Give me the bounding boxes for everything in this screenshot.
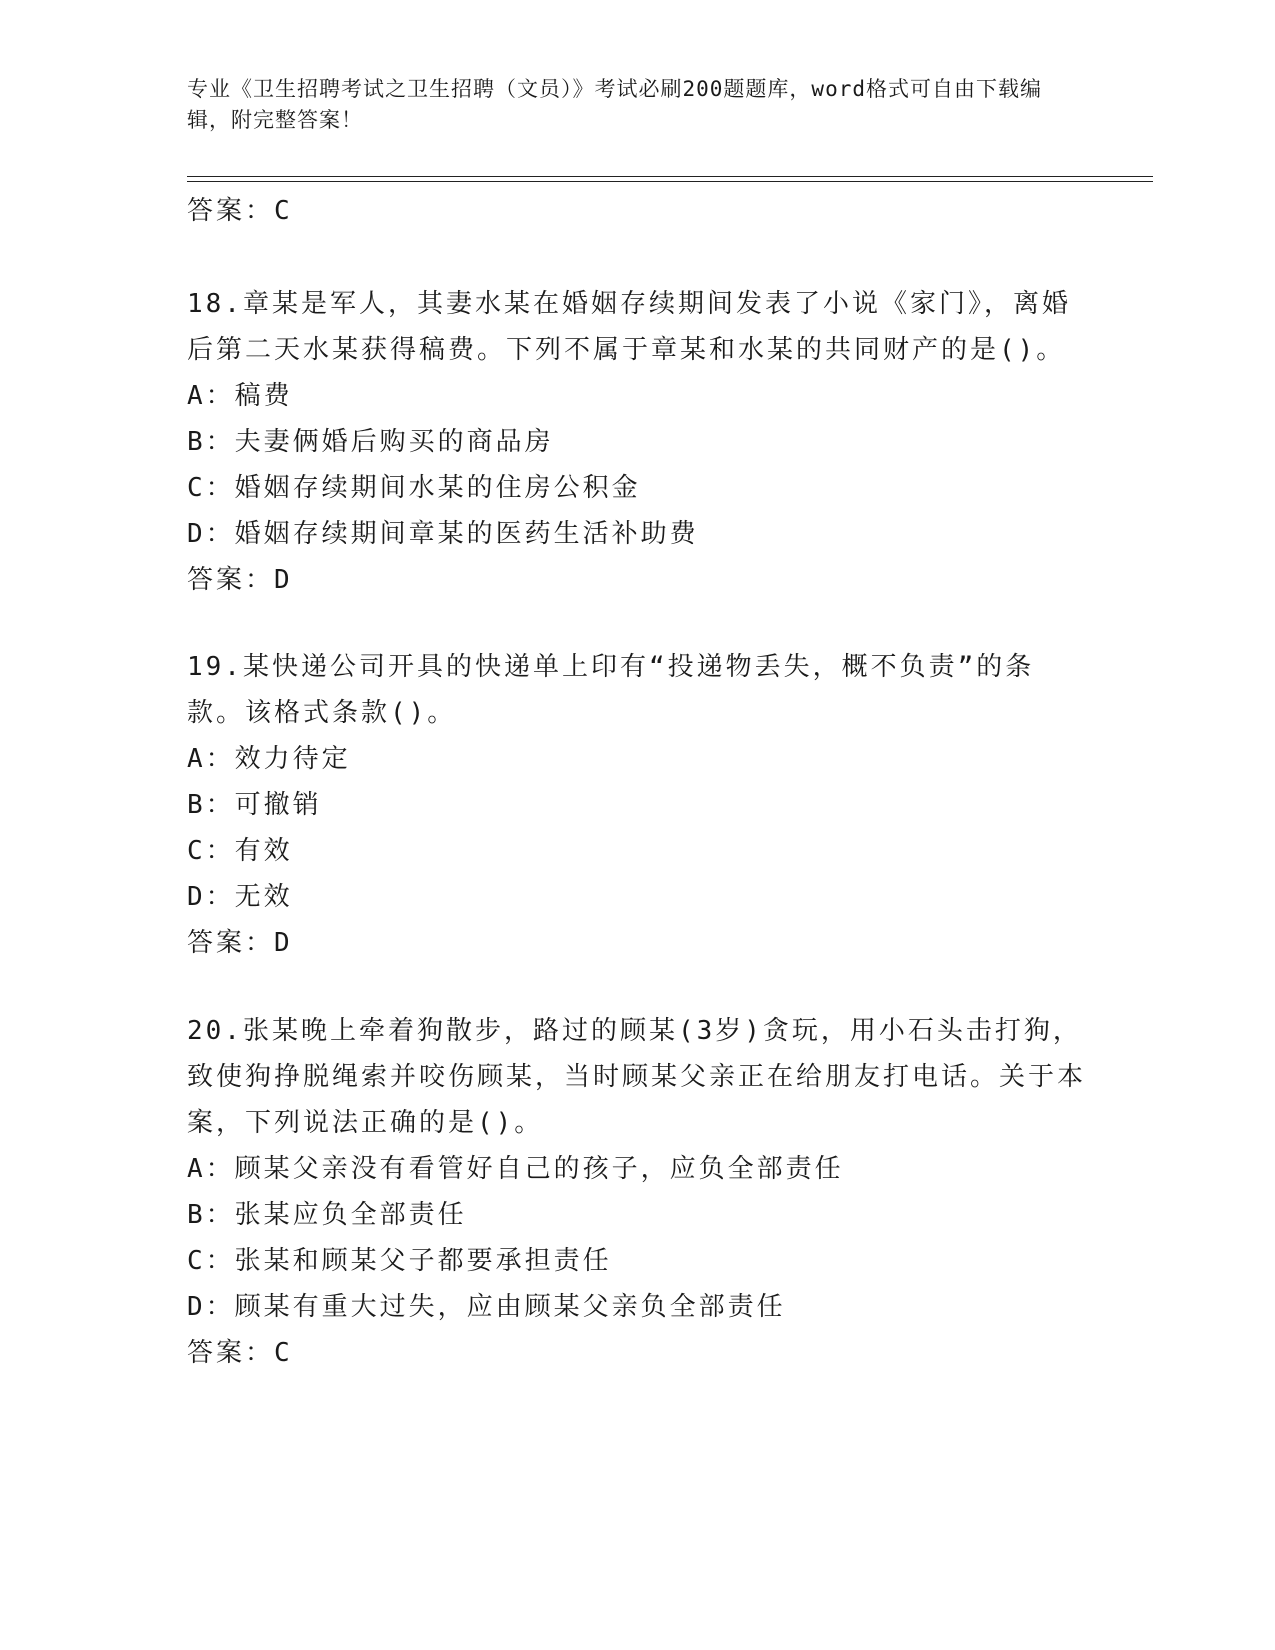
option-b: B：可撤销 [187,790,322,820]
question-19 [187,644,1087,966]
answer: 答案：D [187,565,293,595]
document-header: 专业《卫生招聘考试之卫生招聘（文员）》考试必刷200题题库，word格式可自由下载编辑，附完整答案！ [187,77,1042,132]
previous-answer: 答案：C [187,196,293,226]
question-stem: 18.章某是军人，其妻水某在婚姻存续期间发表了小说《家门》，离婚后第二天水某获得稿费。下列不属于章某和水某的共同财产的是()。 [187,289,1071,365]
option-c: C：有效 [187,836,293,866]
question-18 [187,281,1087,603]
option-c: C：张某和顾某父子都要承担责任 [187,1246,612,1276]
question-stem: 19.某快递公司开具的快递单上印有“投递物丢失，概不负责”的条款。该格式条款()。 [187,652,1035,728]
option-a: A：稿费 [187,381,293,411]
answer: 答案：C [187,1338,293,1368]
option-d: D：顾某有重大过失，应由顾某父亲负全部责任 [187,1292,786,1322]
question-20 [187,1008,1087,1376]
header-divider [187,176,1153,182]
option-d: D：婚姻存续期间章某的医药生活补助费 [187,519,699,549]
option-d: D：无效 [187,882,293,912]
option-c: C：婚姻存续期间水某的住房公积金 [187,473,641,503]
option-b: B：张某应负全部责任 [187,1200,467,1230]
answer: 答案：D [187,928,293,958]
question-stem: 20.张某晚上牵着狗散步，路过的顾某(3岁)贪玩，用小石头击打狗，致使狗挣脱绳索并咬伤顾某，当时顾某父亲正在给朋友打电话。关于本案，下列说法正确的是()。 [187,1016,1087,1138]
option-b: B：夫妻俩婚后购买的商品房 [187,427,554,457]
option-a: A：效力待定 [187,744,351,774]
option-a: A：顾某父亲没有看管好自己的孩子，应负全部责任 [187,1154,844,1184]
